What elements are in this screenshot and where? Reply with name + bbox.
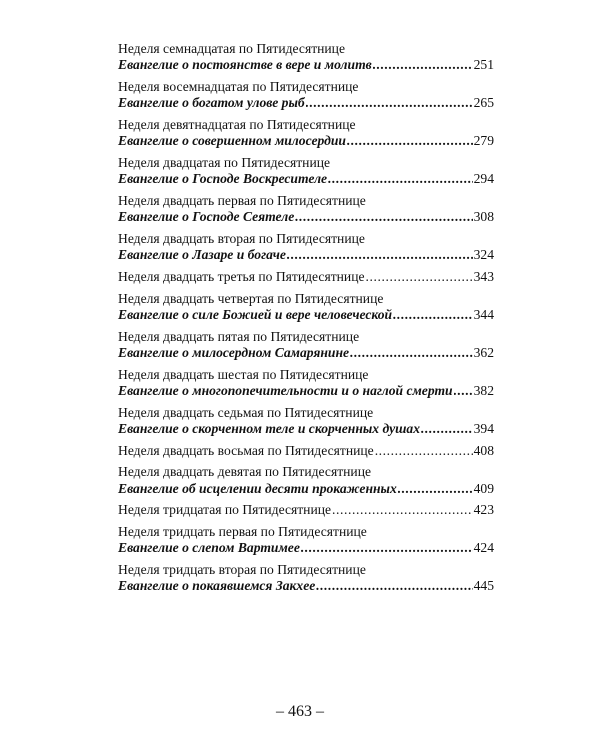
toc-gospel-line (118, 95, 494, 111)
toc-gospel-line (118, 133, 494, 149)
toc-entry (118, 562, 494, 595)
toc-week-line (118, 562, 494, 578)
toc-page-number: 343 (473, 268, 494, 284)
toc-entry (118, 155, 494, 188)
toc-dot-leader (306, 95, 473, 111)
toc-week-line (118, 155, 494, 171)
toc-page-number: 308 (473, 209, 494, 225)
toc-week-line (118, 41, 494, 57)
toc-entry (118, 231, 494, 264)
toc-gospel-line (118, 307, 494, 323)
toc-entry (118, 329, 494, 362)
toc-gospel-line (118, 578, 494, 594)
toc-week-line (118, 117, 494, 133)
toc-page-number: 382 (473, 382, 494, 398)
toc-gospel-title: Евангелие о постоянстве в вере и молитв (118, 57, 372, 73)
toc-gospel-line (118, 57, 494, 73)
table-of-contents (118, 41, 494, 600)
toc-week-title: Неделя двадцать пятая по Пятидесятнице (118, 328, 360, 344)
toc-week-title: Неделя семнадцатая по Пятидесятнице (118, 41, 345, 56)
toc-entry (118, 291, 494, 324)
toc-entry (118, 193, 494, 226)
toc-page-number: 265 (473, 95, 494, 111)
toc-week-line (118, 367, 494, 383)
toc-gospel-line (118, 247, 494, 263)
toc-week-line (118, 329, 494, 345)
toc-gospel-line (118, 383, 494, 399)
toc-dot-leader (347, 133, 473, 149)
toc-page-number: 251 (473, 57, 494, 73)
toc-gospel-line (118, 171, 494, 187)
toc-week-line (118, 502, 494, 518)
toc-week-title: Неделя тридцатая по Пятидесятнице (118, 502, 332, 518)
toc-gospel-line (118, 540, 494, 556)
toc-dot-leader (375, 443, 473, 459)
toc-entry (118, 405, 494, 438)
toc-week-title: Неделя двадцать седьмая по Пятидесятнице (118, 404, 374, 420)
toc-week-line (118, 269, 494, 285)
toc-gospel-title: Евангелие о богатом улове рыб (118, 95, 305, 111)
toc-week-title: Неделя восемнадцатая по Пятидесятнице (118, 78, 359, 94)
toc-dot-leader (332, 502, 473, 518)
toc-dot-leader (366, 269, 473, 285)
toc-gospel-line (118, 421, 494, 437)
toc-week-title: Неделя двадцать первая по Пятидесятнице (118, 192, 366, 208)
toc-week-title: Неделя тридцать первая по Пятидесятнице (118, 523, 367, 539)
toc-page-number: 362 (473, 344, 494, 360)
toc-entry (118, 269, 494, 285)
toc-week-title: Неделя двадцатая по Пятидесятнице (118, 154, 331, 170)
toc-dot-leader (421, 421, 473, 437)
toc-entry (118, 367, 494, 400)
toc-week-title: Неделя девятнадцатая по Пятидесятнице (118, 116, 356, 132)
toc-week-title: Неделя тридцать вторая по Пятидесятнице (118, 561, 366, 577)
toc-dot-leader (295, 209, 472, 225)
toc-page-number: 445 (473, 578, 494, 594)
toc-page-number: 423 (473, 502, 494, 518)
toc-dot-leader (350, 345, 473, 361)
toc-week-line (118, 464, 494, 480)
toc-gospel-title: Евангелие о совершенном милосердии (118, 133, 346, 149)
toc-entry (118, 79, 494, 112)
toc-gospel-title: Евангелие о Господе Воскресителе (118, 171, 328, 187)
toc-page-number: 408 (473, 442, 494, 458)
toc-dot-leader (398, 481, 473, 497)
toc-week-line (118, 231, 494, 247)
toc-week-line (118, 291, 494, 307)
toc-dot-leader (287, 247, 473, 263)
toc-entry (118, 443, 494, 459)
toc-gospel-line (118, 481, 494, 497)
toc-gospel-title: Евангелие о Господе Сеятеле (118, 209, 295, 225)
toc-week-line (118, 193, 494, 209)
toc-gospel-title: Евангелие о скорченном теле и скорченных душах (118, 420, 421, 436)
toc-week-title: Неделя двадцать восьмая по Пятидесятнице (118, 442, 374, 458)
toc-entry (118, 117, 494, 150)
toc-dot-leader (301, 540, 473, 556)
toc-gospel-title: Евангелие о слепом Вартимее (118, 540, 300, 556)
toc-page-number: 294 (473, 171, 494, 187)
toc-week-title: Неделя двадцать третья по Пятидесятнице (118, 268, 365, 284)
toc-entry (118, 502, 494, 518)
toc-week-line (118, 524, 494, 540)
toc-gospel-title: Евангелие о Лазаре и богаче (118, 247, 286, 263)
toc-week-line (118, 79, 494, 95)
toc-week-title: Неделя двадцать четвертая по Пятидесятнице (118, 290, 384, 306)
toc-week-line (118, 443, 494, 459)
toc-entry (118, 464, 494, 497)
toc-page-number: 344 (473, 306, 494, 322)
toc-dot-leader (316, 578, 472, 594)
toc-gospel-title: Евангелие о силе Божией и вере человеческой (118, 306, 393, 322)
toc-gospel-title: Евангелие о покаявшемся Закхее (118, 578, 316, 594)
toc-week-title: Неделя двадцать шестая по Пятидесятнице (118, 366, 369, 382)
toc-page-number: 424 (473, 540, 494, 556)
toc-gospel-line (118, 345, 494, 361)
toc-entry (118, 524, 494, 557)
toc-page-number: 409 (473, 480, 494, 496)
toc-page-number: 324 (473, 247, 494, 263)
toc-dot-leader (454, 383, 473, 399)
toc-week-line (118, 405, 494, 421)
toc-page-number: 279 (473, 133, 494, 149)
toc-gospel-title: Евангелие о милосердном Самарянине (118, 344, 350, 360)
toc-gospel-title: Евангелие об исцелении десяти прокаженных (118, 480, 397, 496)
toc-page-number: 394 (473, 420, 494, 436)
toc-entry (118, 41, 494, 74)
toc-dot-leader (328, 171, 473, 187)
toc-dot-leader (393, 307, 473, 323)
page-number: – 463 – (276, 703, 324, 720)
toc-dot-leader (373, 57, 473, 73)
toc-gospel-line (118, 209, 494, 225)
toc-week-title: Неделя двадцать вторая по Пятидесятнице (118, 230, 365, 246)
toc-week-title: Неделя двадцать девятая по Пятидесятнице (118, 464, 372, 480)
toc-gospel-title: Евангелие о многопопечительности и о наглой смерти (118, 382, 453, 398)
